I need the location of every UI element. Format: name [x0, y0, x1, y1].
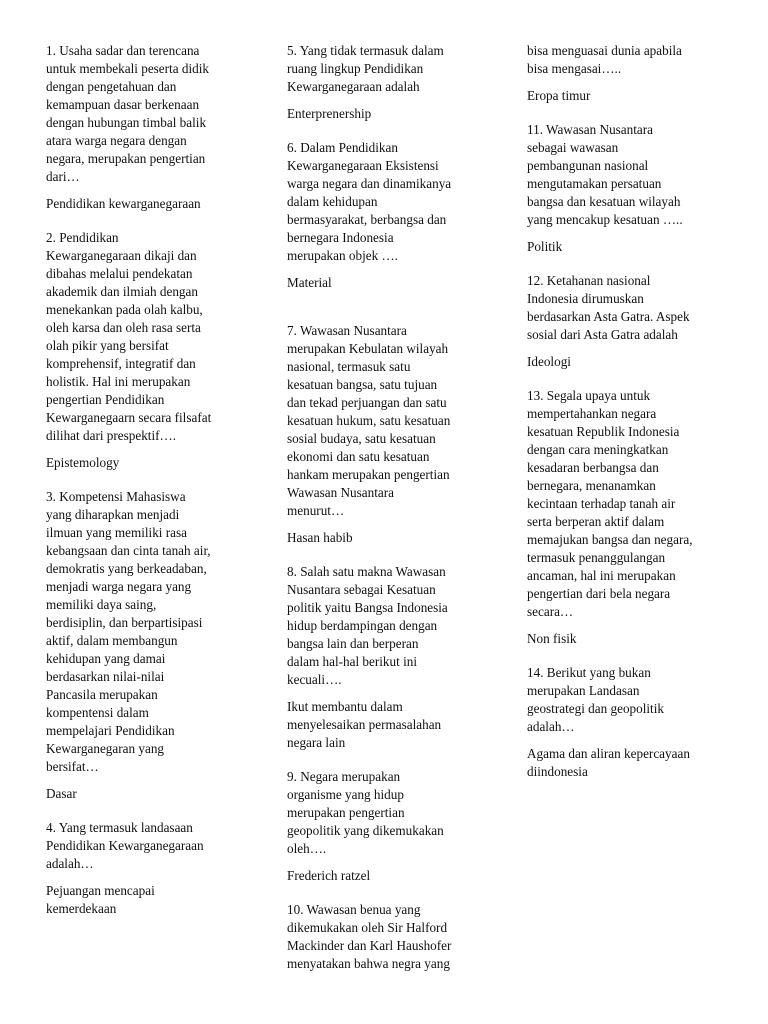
- answer-12: Ideologi: [527, 354, 571, 369]
- question-9: 9. Negara merupakan organisme yang hidup merupakan pengertian geopolitik yang dikemukakan oleh….: [287, 769, 444, 856]
- question-10-continued: bisa menguasai dunia apabila bisa mengasai…..: [527, 43, 682, 76]
- spacer: [287, 308, 499, 322]
- answer-3: Dasar: [46, 786, 77, 801]
- question-12: 12. Ketahanan nasional Indonesia dirumuskan berdasarkan Asta Gatra. Aspek sosial dari Asta Gatra adalah: [527, 273, 690, 342]
- answer-8: Ikut membantu dalam menyelesaikan permasalahan negara lain: [287, 699, 442, 750]
- question-10: 10. Wawasan benua yang dikemukakan oleh Sir Halford Mackinder dan Karl Haushofer menyatakan bahwa negra yang: [287, 902, 452, 971]
- column-middle: [287, 42, 499, 982]
- question-5: 5. Yang tidak termasuk dalam ruang lingkup Pendidikan Kewarganegaraan adalah: [287, 43, 444, 94]
- answer-5: Enterprenership: [287, 106, 372, 121]
- column-left: [46, 42, 278, 934]
- answer-10: Eropa timur: [527, 88, 591, 103]
- question-1: 1. Usaha sadar dan terencana untuk membekali peserta didik dengan pengetahuan dan kemampuan dasar berkenaan dengan hubungan timbal balik atara warga negara dengan negara, merupakan pengertian dari…: [46, 43, 209, 184]
- question-2: 2. Pendidikan Kewarganegaraan dikaji dan dibahas melalui pendekatan akademik dan ilmiah dengan menekankan pada olah kalbu, oleh karsa dan oleh rasa serta olah pikir yang bersifat komprehensif, integratif dan holistik. Hal ini merupakan pengertian Pendidikan Kewarganegaarn secara filsafat dilihat dari prespektif….: [46, 230, 212, 443]
- answer-14: Agama dan aliran kepercayaan diindonesia: [527, 746, 690, 779]
- question-11: 11. Wawasan Nusantara sebagai wawasan pembangunan nasional mengutamakan persatuan bangsa dan kesatuan wilayah yang mencakup kesatuan …..: [527, 122, 683, 227]
- question-3: 3. Kompetensi Mahasiswa yang diharapkan menjadi ilmuan yang memiliki rasa kebangsaan dan cinta tanah air, demokratis yang berkeadaban, menjadi warga negara yang memiliki daya saing, berdisiplin, dan berpartisipasi aktif, dalam membangun kehidupan yang damai berdasarkan nilai-nilai Pancasila merupakan kompentensi dalam mempelajari Pendidikan Kewarganegaran yang bersifat…: [46, 489, 211, 774]
- answer-6: Material: [287, 275, 332, 290]
- question-6: 6. Dalam Pendidikan Kewarganegaraan Eksistensi warga negara dan dinamikanya dalam kehidupan bermasyarakat, berbangsa dan bernegara Indonesia merupakan objek ….: [287, 140, 452, 263]
- answer-2: Epistemology: [46, 455, 120, 470]
- answer-4: Pejuangan mencapai kemerdekaan: [46, 883, 155, 916]
- question-13: 13. Segala upaya untuk mempertahankan negara kesatuan Republik Indonesia dengan cara meningkatkan kesadaran berbangsa dan bernegara, menanamkan kecintaan terhadap tanah air serta berperan aktif dalam memajukan bangsa dan negara, termasuk penanggulangan ancaman, hal ini merupakan pengertian dari bela negara secara…: [527, 388, 693, 619]
- answer-9: Frederich ratzel: [287, 868, 371, 883]
- question-7: 7. Wawasan Nusantara merupakan Kebulatan wilayah nasional, termasuk satu kesatuan bangsa, satu tujuan dan tekad perjuangan dan satu kesatuan hukum, satu kesatuan sosial budaya, satu kesatuan ekonomi dan satu kesatuan hankam merupakan pengertian Wawasan Nusantara menurut…: [287, 323, 451, 518]
- question-8: 8. Salah satu makna Wawasan Nusantara sebagai Kesatuan politik yaitu Bangsa Indonesia hidup berdampingan dengan bangsa lain dan berperan dalam hal-hal berikut ini kecuali….: [287, 564, 448, 687]
- answer-11: Politik: [527, 239, 563, 254]
- column-right: [527, 42, 739, 797]
- answer-13: Non fisik: [527, 631, 577, 646]
- question-4: 4. Yang termasuk landasaan Pendidikan Kewarganegaraan adalah…: [46, 820, 204, 871]
- question-14: 14. Berikut yang bukan merupakan Landasan geostrategi dan geopolitik adalah…: [527, 665, 664, 734]
- answer-1: Pendidikan kewarganegaraan: [46, 196, 201, 211]
- answer-7: Hasan habib: [287, 530, 353, 545]
